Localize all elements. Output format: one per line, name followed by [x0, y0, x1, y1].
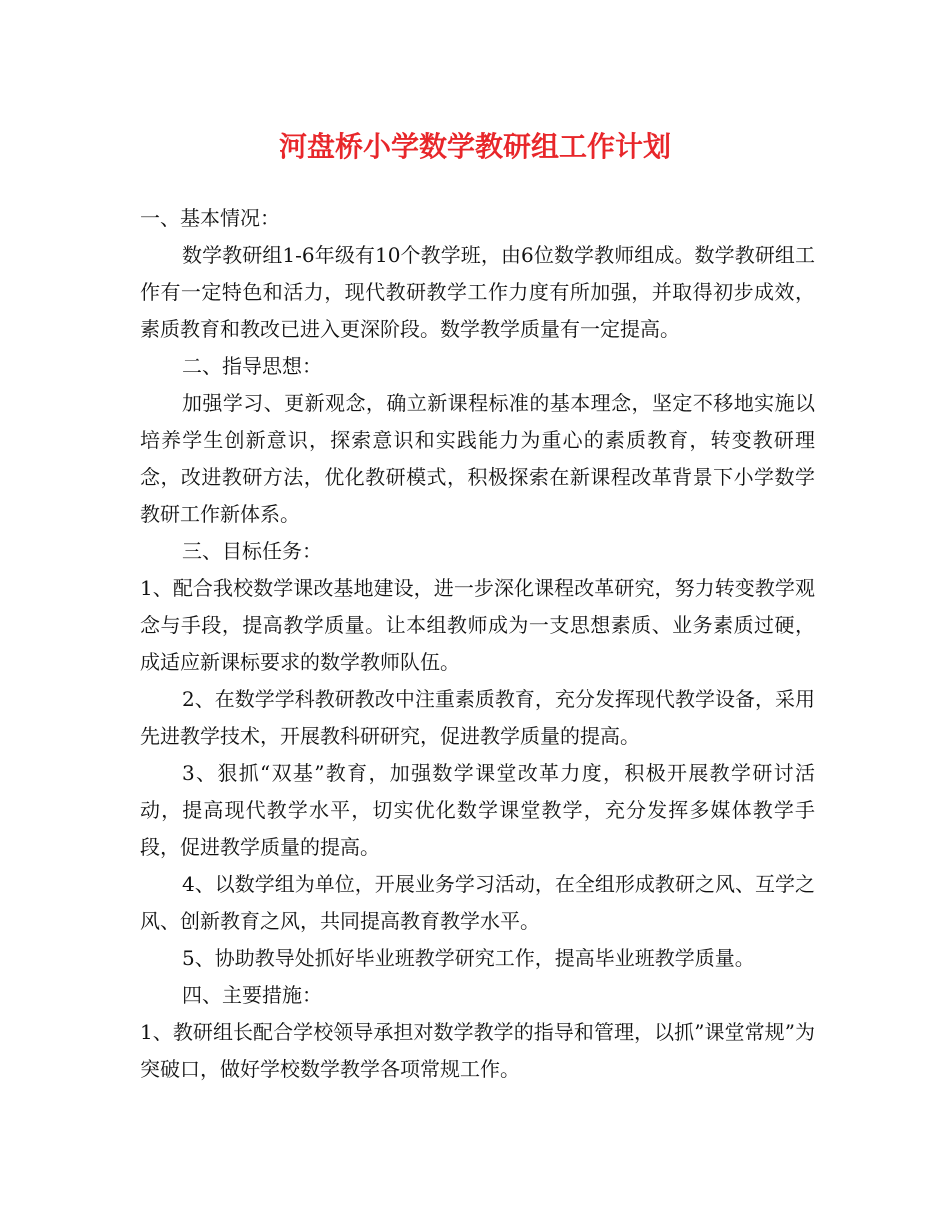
- section-heading-measures: 四、主要措施：: [182, 983, 322, 1007]
- section-heading-goals: 三、目标任务：: [182, 539, 322, 563]
- paragraph-basic-situation: 数学教研组1-6年级有10个教学班，由6位数学教师组成。数学教研组工作有一定特色和活力，现代教研教学工作力度有所加强，并取得初步成效，素质教育和教改已进入更深阶段。数学教学质量有一定提高。: [140, 243, 815, 341]
- section-heading-guiding-ideas: 二、指导思想：: [182, 354, 322, 378]
- goal-item-4: 4、以数学组为单位，开展业务学习活动，在全组形成教研之风、互学之风、创新教育之风，共同提高教育教学水平。: [140, 872, 815, 933]
- section-heading-basic: 一、基本情况：: [140, 206, 280, 230]
- document-body: [140, 200, 815, 1088]
- goal-item-1: 1、配合我校数学课改基地建设，进一步深化课程改革研究，努力转变教学观念与手段，提高教学质量。让本组教师成为一支思想素质、业务素质过硬，成适应新课标要求的数学教师队伍。: [140, 576, 815, 674]
- goal-item-2: 2、在数学学科教研教改中注重素质教育，充分发挥现代教学设备，采用先进教学技术，开展教科研研究，促进教学质量的提高。: [140, 687, 815, 748]
- goal-item-3: 3、狠抓“双基”教育，加强数学课堂改革力度，积极开展教学研讨活动，提高现代教学水平，切实优化数学课堂教学，充分发挥多媒体教学手段，促进教学质量的提高。: [140, 761, 815, 859]
- paragraph-guiding-ideas: 加强学习、更新观念，确立新课程标准的基本理念，坚定不移地实施以培养学生创新意识，探索意识和实践能力为重心的素质教育，转变教研理念，改进教研方法，优化教研模式，积极探索在新课程改革背景下小学数学教研工作新体系。: [140, 391, 815, 526]
- measure-item-1: 1、教研组长配合学校领导承担对数学教学的指导和管理，以抓”课堂常规”为突破口，做好学校数学教学各项常规工作。: [140, 1020, 815, 1081]
- page-title: 河盘桥小学数学教研组工作计划: [278, 130, 671, 163]
- goal-item-5: 5、协助教导处抓好毕业班教学研究工作，提高毕业班教学质量。: [182, 946, 755, 970]
